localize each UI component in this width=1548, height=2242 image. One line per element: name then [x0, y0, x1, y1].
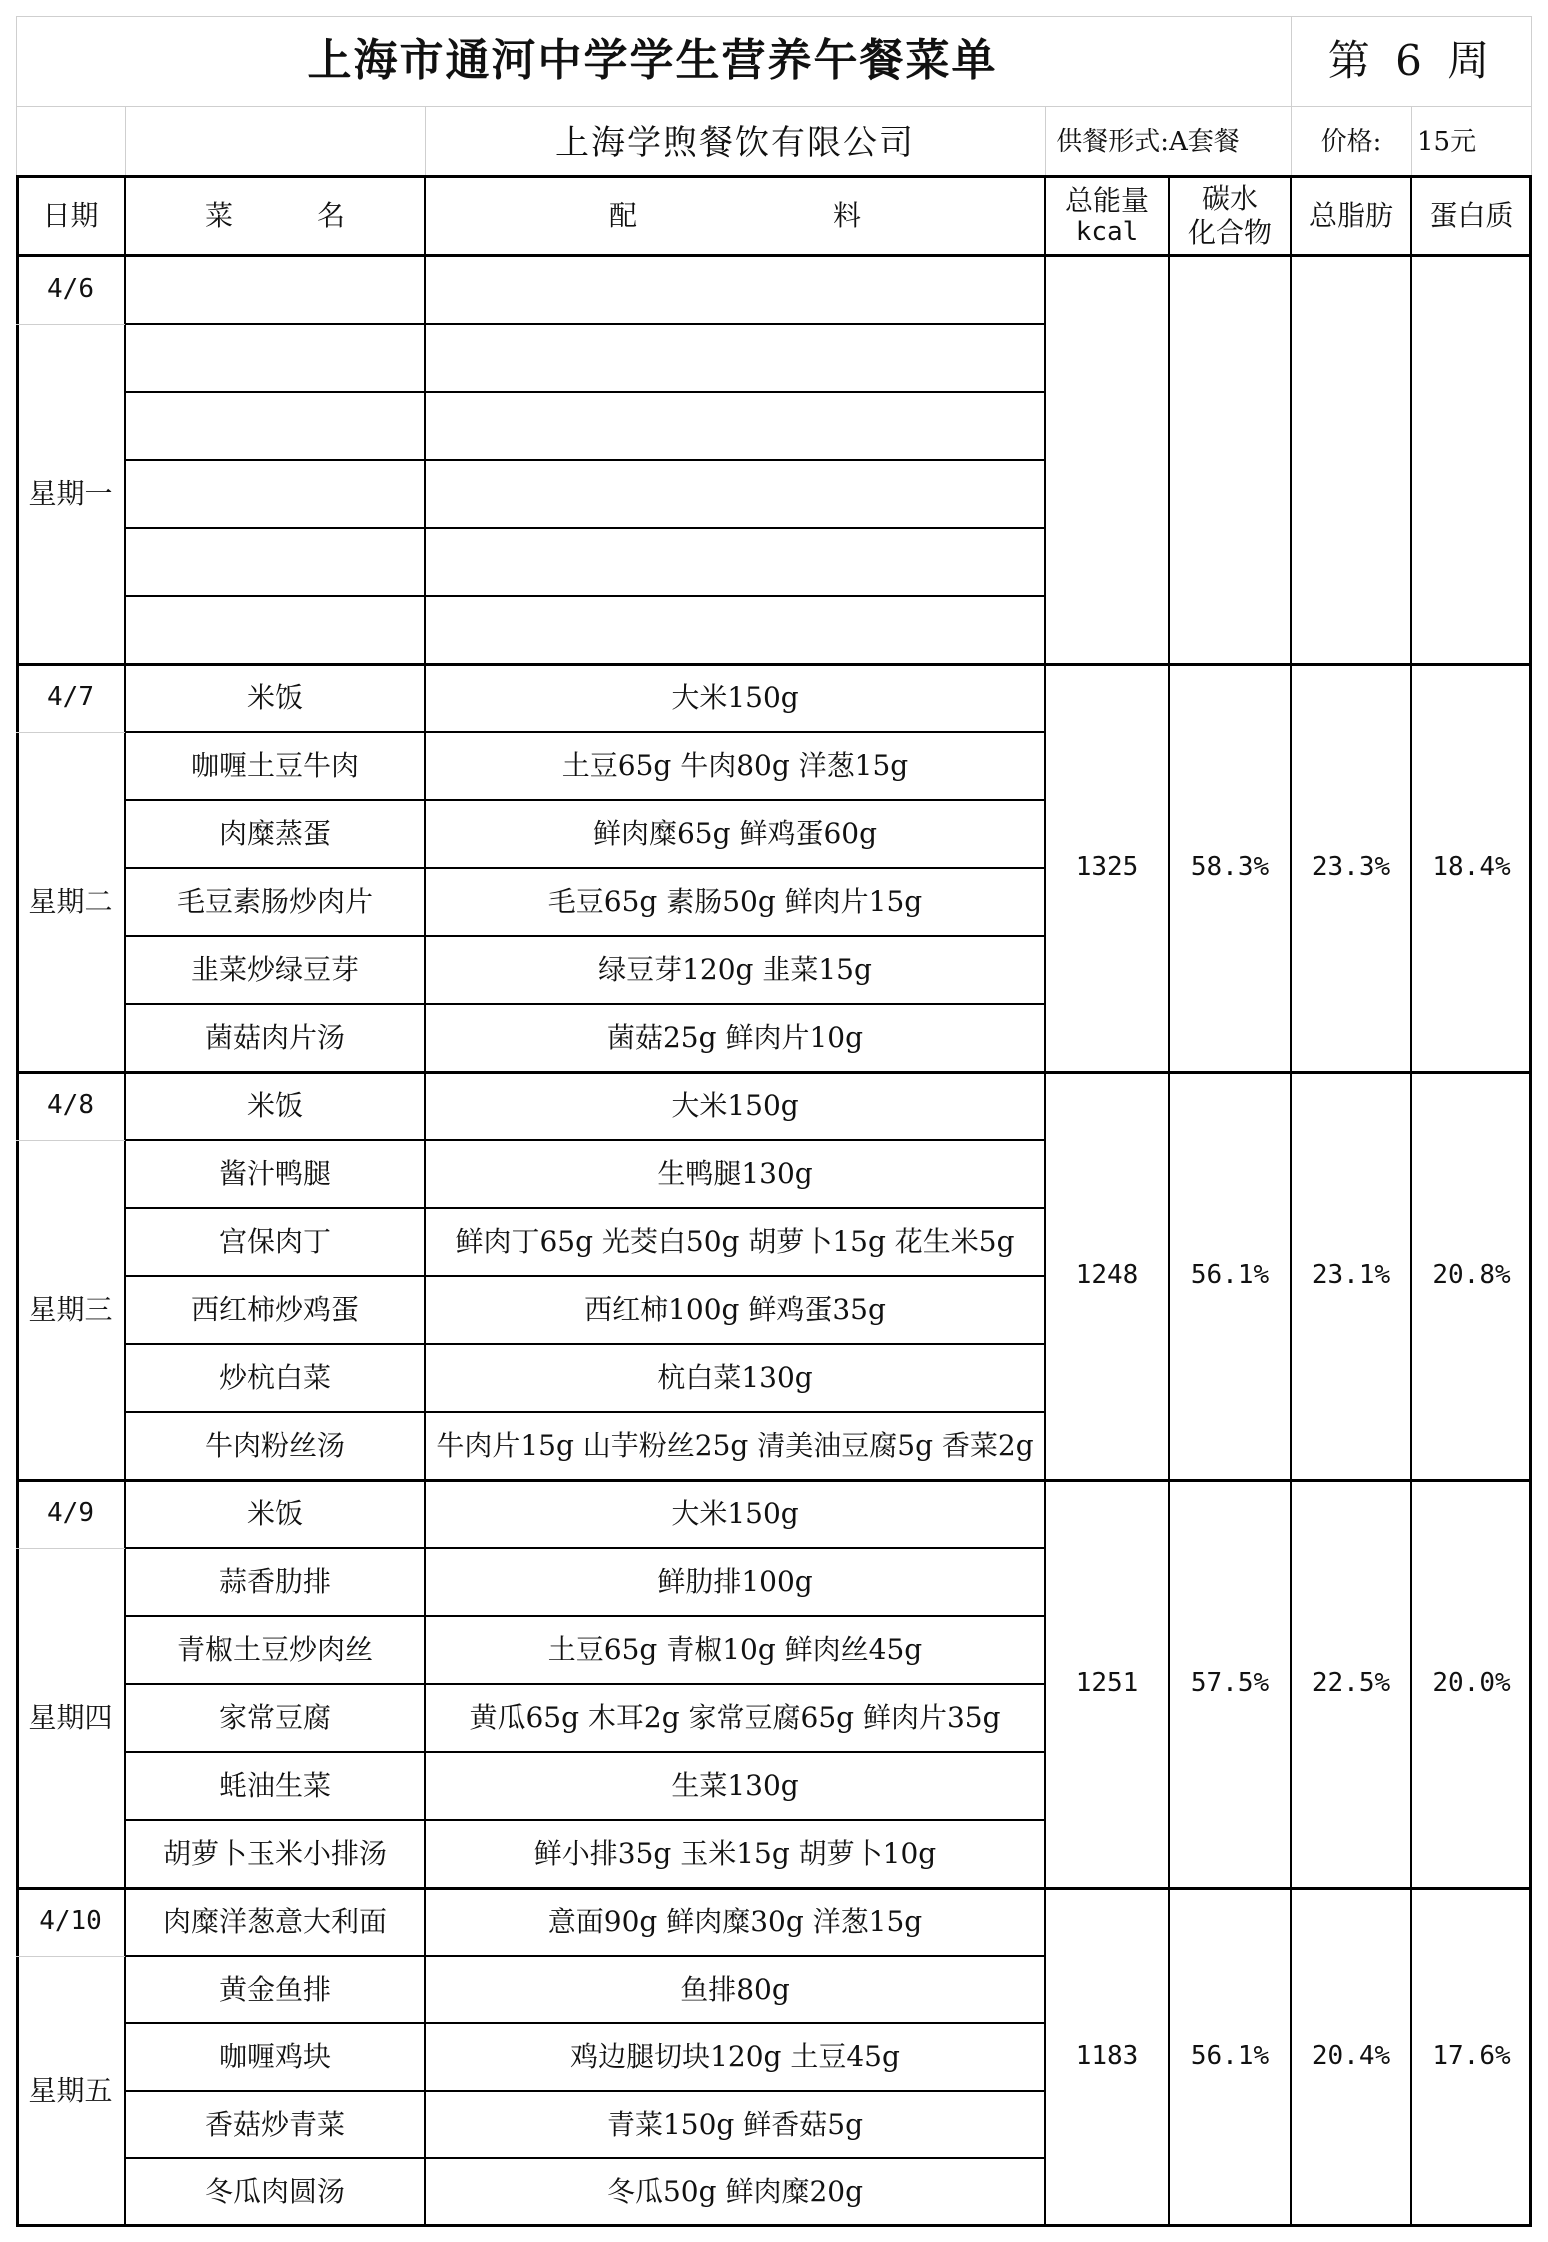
protein-value: 20.0% [1432, 1668, 1511, 1699]
dish-ingredients: 西红柿100g 鲜鸡蛋35g [584, 1293, 886, 1327]
header-bottom [16, 254, 1532, 257]
table-bottom [16, 2224, 1532, 2227]
grid-company-mid [425, 106, 426, 176]
column-line [1290, 176, 1292, 2226]
row-line [125, 1207, 1045, 1209]
dish-ingredients: 大米150g [671, 1497, 799, 1531]
dish-ingredients: 意面90g 鲜肉糜30g 洋葱15g [547, 1905, 923, 1938]
page-title: 上海市通河中学学生营养午餐菜单 [307, 34, 998, 86]
fat-value: 22.5% [1311, 1668, 1391, 1699]
dish-ingredients: 冬瓜50g 鲜肉糜20g [606, 2175, 863, 2209]
dish-ingredients: 大米150g [671, 681, 799, 715]
protein-value: 17.6% [1432, 2041, 1511, 2072]
day-date: 4/8 [47, 1090, 94, 1121]
header-energy [1045, 176, 1169, 256]
dish-name: 冬瓜肉圆汤 [204, 2175, 345, 2209]
row-line [125, 1343, 1045, 1345]
grid-top [16, 16, 1532, 17]
dish-name: 毛豆素肠炒肉片 [176, 885, 373, 919]
grid-price-divider [1411, 106, 1412, 176]
dish-name: 蒜香肋排 [218, 1565, 331, 1599]
dish-ingredients: 杭白菜130g [657, 1361, 813, 1395]
dish-ingredients: 生菜130g [671, 1769, 799, 1803]
dish-ingredients: 大米150g [671, 1089, 799, 1123]
date-weekday-separator [16, 732, 125, 733]
column-line [1044, 176, 1046, 2226]
dish-name [125, 324, 425, 392]
dish-ingredients [425, 460, 1045, 528]
dish-ingredients: 黄瓜65g 木耳2g 家常豆腐65g 鲜肉片35g [469, 1701, 1001, 1735]
date-weekday-separator [16, 1956, 125, 1957]
grid-title-left [16, 16, 17, 176]
row-line [125, 1819, 1045, 1821]
day-date: 4/6 [47, 274, 94, 305]
column-line [1168, 176, 1170, 2226]
day-separator [16, 1479, 1532, 1482]
dish-name: 米饭 [246, 1089, 303, 1123]
grid-company-right [1045, 106, 1046, 176]
energy-value [1045, 256, 1169, 664]
date-weekday-separator [16, 1548, 125, 1549]
dish-name: 咖喱土豆牛肉 [190, 749, 359, 783]
dish-name: 肉糜蒸蛋 [218, 817, 331, 851]
day-date: 4/9 [47, 1498, 94, 1529]
carb-value: 56.1% [1190, 2041, 1270, 2072]
day-separator [16, 1071, 1532, 1074]
dish-ingredients: 青菜150g 鲜香菇5g [606, 2107, 863, 2141]
carb-value: 58.3% [1190, 852, 1270, 883]
header-carb-line2: 化合物 [1187, 216, 1272, 249]
column-line [1410, 176, 1412, 2226]
dish-ingredients: 土豆65g 青椒10g 鲜肉丝45g [547, 1633, 923, 1667]
dish-name: 肉糜洋葱意大利面 [162, 1905, 387, 1938]
row-line [125, 1139, 1045, 1141]
grid-week-divider [1291, 16, 1292, 176]
dish-ingredients [425, 392, 1045, 460]
fat-value: 23.3% [1311, 852, 1391, 883]
carb-value [1169, 256, 1291, 664]
dish-name: 黄金鱼排 [218, 1972, 331, 2006]
header-protein: 蛋白质 [1429, 199, 1514, 233]
row-line [125, 935, 1045, 937]
dish-ingredients: 生鸭腿130g [657, 1157, 813, 1191]
table-right [1529, 175, 1532, 2226]
dish-ingredients: 绿豆芽120g 韭菜15g [598, 953, 872, 987]
day-weekday: 星期三 [28, 1293, 113, 1327]
day-weekday: 星期四 [28, 1701, 113, 1735]
row-line [125, 867, 1045, 869]
table-left [16, 175, 19, 2226]
row-line [125, 1411, 1045, 1413]
row-line [125, 1955, 1045, 1957]
dish-name: 牛肉粉丝汤 [204, 1429, 345, 1463]
fat-value: 20.4% [1311, 2041, 1391, 2072]
grid-title-bottom [16, 106, 1532, 107]
header-dish: 菜 名 [204, 199, 345, 233]
row-line [125, 459, 1045, 461]
dish-ingredients [425, 596, 1045, 664]
dish-ingredients: 菌菇25g 鲜肉片10g [606, 1021, 863, 1055]
dish-name: 韭菜炒绿豆芽 [190, 953, 359, 987]
row-line [125, 1003, 1045, 1005]
protein-value [1411, 256, 1532, 664]
dish-name [125, 256, 425, 324]
energy-value: 1248 [1075, 1260, 1139, 1291]
dish-name [125, 528, 425, 596]
row-line [125, 527, 1045, 529]
dish-ingredients: 鸡边腿切块120g 土豆45g [570, 2040, 900, 2074]
header-date: 日期 [42, 199, 99, 233]
dish-ingredients: 鱼排80g [680, 1972, 790, 2006]
row-line [125, 2090, 1045, 2092]
week-label: 第 6 周 [1327, 35, 1496, 85]
dish-name: 蚝油生菜 [218, 1769, 331, 1803]
dish-ingredients: 土豆65g 牛肉80g 洋葱15g [561, 749, 909, 783]
dish-ingredients: 鲜肋排100g [657, 1565, 813, 1599]
row-line [125, 1751, 1045, 1753]
dish-name: 米饭 [246, 681, 303, 715]
header-carb-line1: 碳水 [1201, 182, 1258, 216]
column-line [424, 176, 426, 2226]
date-weekday-separator [16, 1140, 125, 1141]
fat-value [1291, 256, 1411, 664]
dish-name [125, 392, 425, 460]
dish-name [125, 460, 425, 528]
dish-name: 青椒土豆炒肉丝 [176, 1633, 373, 1667]
energy-value: 1251 [1075, 1668, 1139, 1699]
dish-name: 西红柿炒鸡蛋 [190, 1293, 359, 1327]
dish-ingredients: 鲜小排35g 玉米15g 胡萝卜10g [533, 1837, 937, 1871]
header-carb [1169, 176, 1291, 256]
header-energy-line2: kcal [1075, 217, 1139, 248]
dish-name: 香菇炒青菜 [204, 2107, 345, 2141]
row-line [125, 1615, 1045, 1617]
row-line [125, 323, 1045, 325]
row-line [125, 595, 1045, 597]
dish-name: 炒杭白菜 [218, 1361, 331, 1395]
date-weekday-separator [16, 324, 125, 325]
protein-value: 18.4% [1432, 852, 1511, 883]
price-label: 价格: [1320, 127, 1382, 158]
row-line [125, 1547, 1045, 1549]
dish-ingredients: 鲜肉糜65g 鲜鸡蛋60g [592, 817, 877, 851]
service-value-text: A套餐 [1169, 127, 1240, 158]
carb-value: 57.5% [1190, 1668, 1270, 1699]
service-value [1169, 110, 1291, 176]
day-separator [16, 663, 1532, 666]
row-line [125, 2157, 1045, 2159]
day-weekday: 星期二 [28, 885, 113, 919]
dish-name: 酱汁鸭腿 [218, 1157, 331, 1191]
day-separator [16, 1887, 1532, 1890]
grid-company-left [125, 106, 126, 176]
dish-ingredients [425, 528, 1045, 596]
dish-ingredients: 牛肉片15g 山芋粉丝25g 清美油豆腐5g 香菜2g [436, 1429, 1034, 1463]
dish-name: 米饭 [246, 1497, 303, 1531]
day-weekday: 星期一 [28, 477, 113, 511]
energy-value: 1183 [1075, 2041, 1139, 2072]
day-weekday: 星期五 [28, 2073, 113, 2107]
day-date: 4/7 [47, 682, 94, 713]
fat-value: 23.1% [1311, 1260, 1391, 1291]
row-line [125, 2022, 1045, 2024]
column-line [124, 176, 126, 2226]
carb-value: 56.1% [1190, 1260, 1270, 1291]
dish-ingredients [425, 324, 1045, 392]
service-label [1045, 110, 1169, 176]
dish-name: 家常豆腐 [218, 1701, 331, 1735]
service-label-text: 供餐形式: [1056, 127, 1169, 158]
dish-name: 胡萝卜玉米小排汤 [162, 1837, 387, 1871]
row-line [125, 799, 1045, 801]
protein-value: 20.8% [1432, 1260, 1511, 1291]
row-line [125, 1683, 1045, 1685]
row-line [125, 731, 1045, 733]
dish-ingredients: 毛豆65g 素肠50g 鲜肉片15g [547, 885, 923, 919]
dish-name: 咖喱鸡块 [218, 2040, 331, 2074]
company-name: 上海学煦餐饮有限公司 [555, 122, 915, 163]
dish-name: 菌菇肉片汤 [204, 1021, 345, 1055]
grid-title-right [1531, 16, 1532, 176]
table-top [16, 175, 1532, 178]
dish-name [125, 596, 425, 664]
row-line [125, 1275, 1045, 1277]
dish-name: 宫保肉丁 [218, 1225, 331, 1259]
header-energy-line1: 总能量 [1064, 183, 1149, 217]
header-ingredients: 配 料 [608, 199, 861, 233]
price-value: 15元 [1417, 127, 1477, 158]
row-line [125, 391, 1045, 393]
energy-value: 1325 [1075, 852, 1139, 883]
header-fat: 总脂肪 [1308, 199, 1393, 233]
dish-ingredients [425, 256, 1045, 324]
dish-ingredients: 鲜肉丁65g 光茭白50g 胡萝卜15g 花生米5g [455, 1225, 1015, 1259]
day-date: 4/10 [39, 1906, 102, 1937]
